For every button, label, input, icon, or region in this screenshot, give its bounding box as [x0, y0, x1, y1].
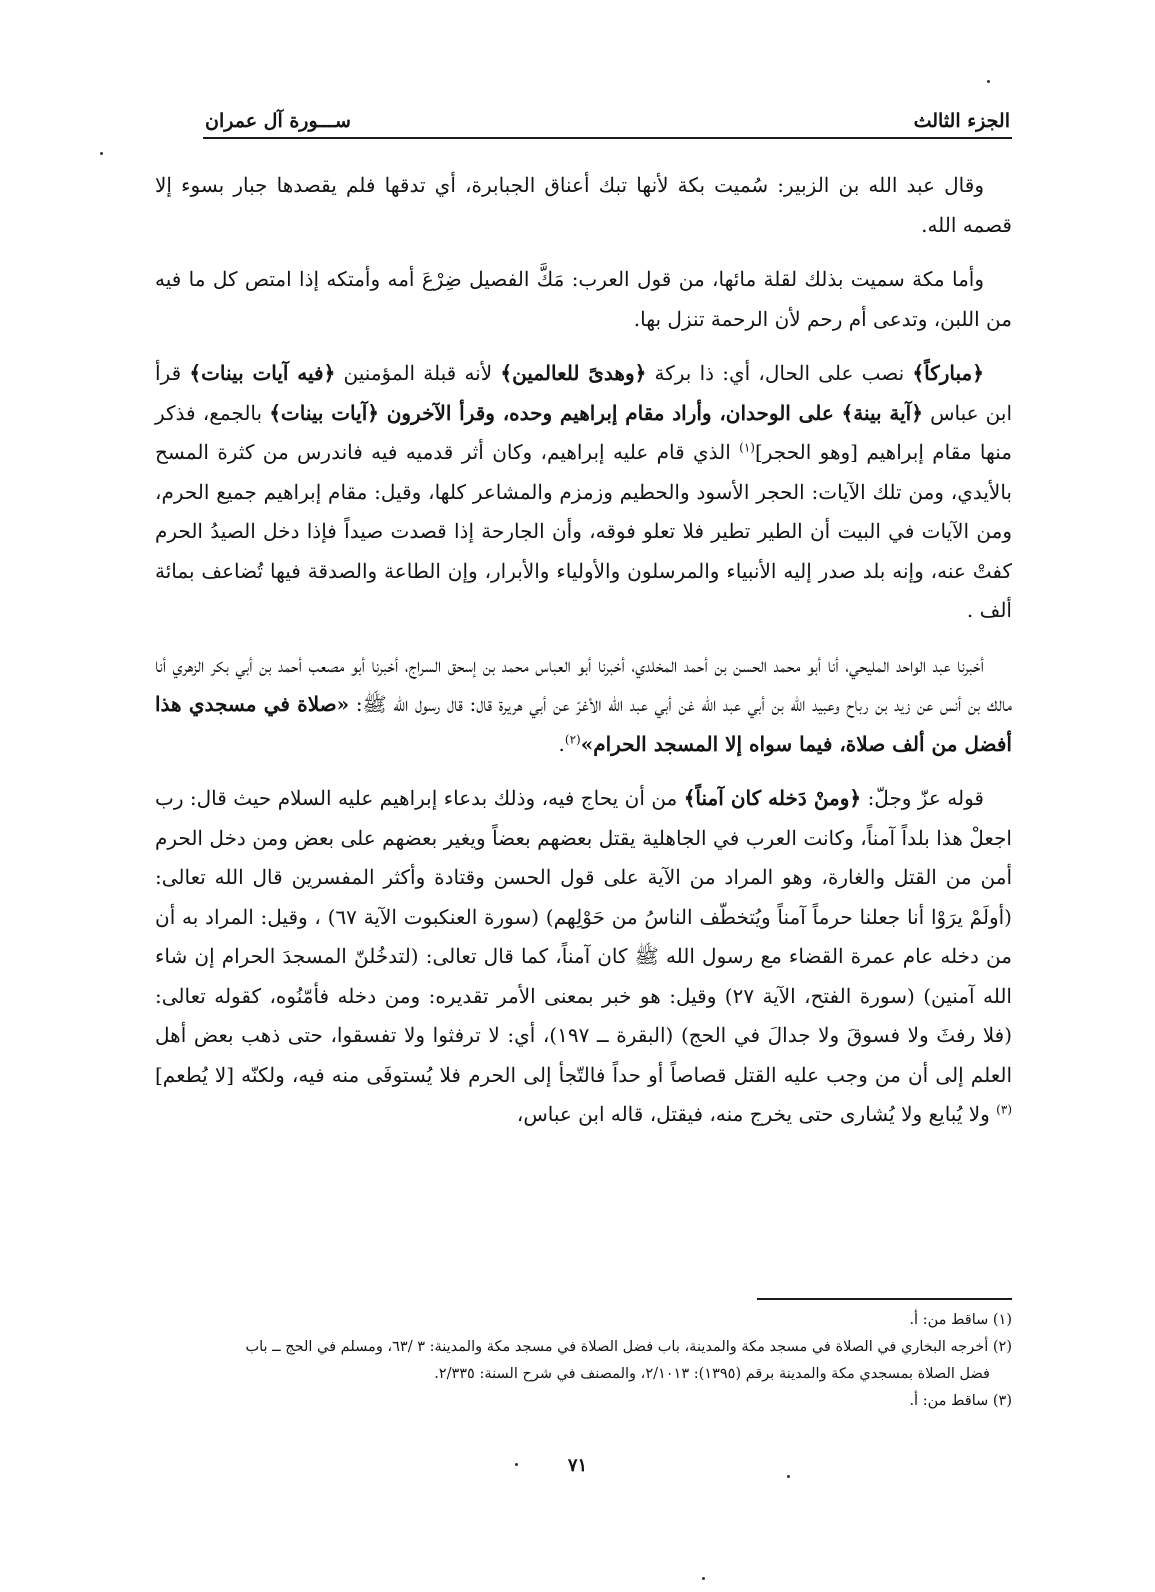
paragraph	[155, 779, 1012, 1135]
paragraph	[155, 646, 1012, 765]
footnote-line: فضل الصلاة بمسجدي مكة والمدينة برقم (١٣٩٥): ٢/١٠١٣، والمصنف في شرح السنة: ٢/٣٣٥.	[434, 1366, 990, 1382]
footnote-ref: (٣)	[996, 1102, 1012, 1117]
quoted-text: ﴿مباركاً﴾	[912, 361, 984, 385]
paragraph	[155, 260, 1012, 339]
surah-title: ســـورة آل عمران	[205, 110, 351, 132]
header-rule	[203, 137, 1012, 139]
footnote-line: (٢) أخرجه البخاري في الصلاة في مسجد مكة والمدينة، باب فضل الصلاة في مسجد مكة والمدينة: ٣ /٦٣، ومسلم في الحج ــ باب	[245, 1339, 1012, 1355]
text-run: الذي قام عليه إبراهيم، وكان أثر قدميه فيه فاندرس من كثرة المسح بالأيدي، ومن تلك الآيات: الحجر الأسود والحطيم وزمزم والمشاعر كلها، وقيل: مقام إبراهيم جميع الحرم، ومن الآيات في البيت أن الطير تطير فلا تعلو فوقه، وأن الجارحة إذا قصدت صيداً فإذا دخل الصيدُ الحرم كفتْ عنه، وإنه بلد صدر إليه الأنبياء والمرسلون والأولياء والأبرار، وإن الطاعة والصدقة فيها تُضاعف بمائة ألف .	[155, 440, 1012, 622]
text-run: نصب على الحال، أي: ذا بركة	[646, 361, 913, 385]
paragraph	[155, 354, 1012, 631]
footnote-ref: (٢)	[564, 731, 581, 746]
quoted-text: ﴿آية بينة﴾ على الوحدان، وأراد مقام إبراهيم وحده، وقرأ الآخرون ﴿آيات بينات﴾	[269, 400, 923, 425]
quoted-text: ﴿فيه آيات بينات﴾	[189, 361, 336, 385]
text-run: أخبرنا عبد الواحد المليحي، أنا أبو محمد الحسن بن أحمد المخلدي، أخبرنا أبو العباس محمد بن إسحق السراج، أخبرنا أبو مصعب أحمد بن أبي بكر الزهري أنا مالك بن أنس عن زيد بن رباح وعبيد الله بن أبي عبد الله غن أبي عبد الله الأغرّ عن أبي هريرة قال: قال رسول الله ﷺ:	[155, 652, 1012, 716]
footnote-ref: (١)	[739, 440, 755, 455]
quoted-text: «صلاة في مسجدي هذا أفضل من ألف صلاة، فيما سواه إلا المسجد الحرام»	[155, 692, 1012, 756]
text-run: بالجمع، فذكر منها مقام إبراهيم [وهو الحجر]	[155, 400, 1012, 464]
footnotes	[155, 1307, 1012, 1415]
scan-speck	[987, 80, 990, 83]
quoted-text: ﴿ومنْ دَخله كان آمناً﴾	[683, 786, 862, 810]
running-header	[205, 92, 1010, 132]
quoted-text: ﴿وهدىً للعالمين﴾	[500, 361, 647, 385]
text-run: قرأ ابن عباس	[155, 361, 1013, 425]
text-run: قوله عزّ وجلّ:	[861, 786, 984, 810]
text-run: ولا يُبايع ولا يُشارى حتى يخرج منه، فيقتل، قاله ابن عباس،	[516, 1102, 997, 1126]
text-run: وأما مكة سميت بذلك لقلة مائها، من قول العرب: مَكَّ الفصيل ضِرْعَ أمه وأمتكه إذا امتص كل ما فيه من اللبن، وتدعى أم رحم لأن الرحمة تنزل بها.	[155, 267, 1012, 331]
main-text	[155, 166, 1012, 1150]
scan-speck	[702, 1577, 705, 1580]
text-run: لأنه قبلة المؤمنين	[335, 361, 501, 385]
scan-speck	[787, 1475, 790, 1478]
scan-speck	[100, 152, 103, 155]
part-title: الجزء الثالث	[913, 110, 1010, 132]
footnote-separator	[757, 1298, 1012, 1300]
text-run: من أن يحاج فيه، وذلك بدعاء إبراهيم عليه السلام حيث قال: رب اجعلْ هذا بلداً آمناً، وكانت العرب في الجاهلية يقتل بعضهم بعضاً ويغير بعضهم على بعض ومن دخل الحرم أمن من القتل والغارة، وهو المراد من الآية على قول الحسن وقتادة وأكثر المفسرين قال الله تعالى: (أولَمْ يرَوْا أنا جعلنا حرماً آمناً ويُتخطّف الناسُ من حَوْلِهم) (سورة العنكبوت الآية ٦٧) ، وقيل: المراد به أن من دخله عام عمرة القضاء مع رسول الله ﷺ كان آمناً، كما قال تعالى: (لتدخُلنّ المسجدَ الحرام إن شاء الله آمنين) (سورة الفتح، الآية ٢٧) وقيل: هو خبر بمعنى الأمر تقديره: ومن دخله فأمّنُوه، كقوله تعالى: (فلا رفثَ ولا فسوقَ ولا جدالَ في الحج) (البقرة ــ ١٩٧)، أي: لا ترفثوا ولا تفسقوا، حتى ذهب بعض أهل العلم إلى أن من وجب عليه القتل قصاصاً أو حداً فالتّجأ إلى الحرم فلا يُستوفَى منه فيه، ولكنّه [لا يُطعم]	[155, 786, 1013, 1087]
footnote-line: (١) ساقط من: أ.	[909, 1312, 1012, 1328]
scan-speck	[515, 1463, 518, 1466]
footnote-line: (٣) ساقط من: أ.	[909, 1393, 1012, 1409]
page-number: ٧١	[567, 1455, 588, 1476]
text-run: .	[558, 731, 565, 756]
paragraph	[155, 166, 1012, 245]
text-run: وقال عبد الله بن الزبير: سُميت بكة لأنها تبك أعناق الجبابرة، أي تدقها فلم يقصدها جبار بسوء إلا قصمه الله.	[155, 173, 1012, 237]
